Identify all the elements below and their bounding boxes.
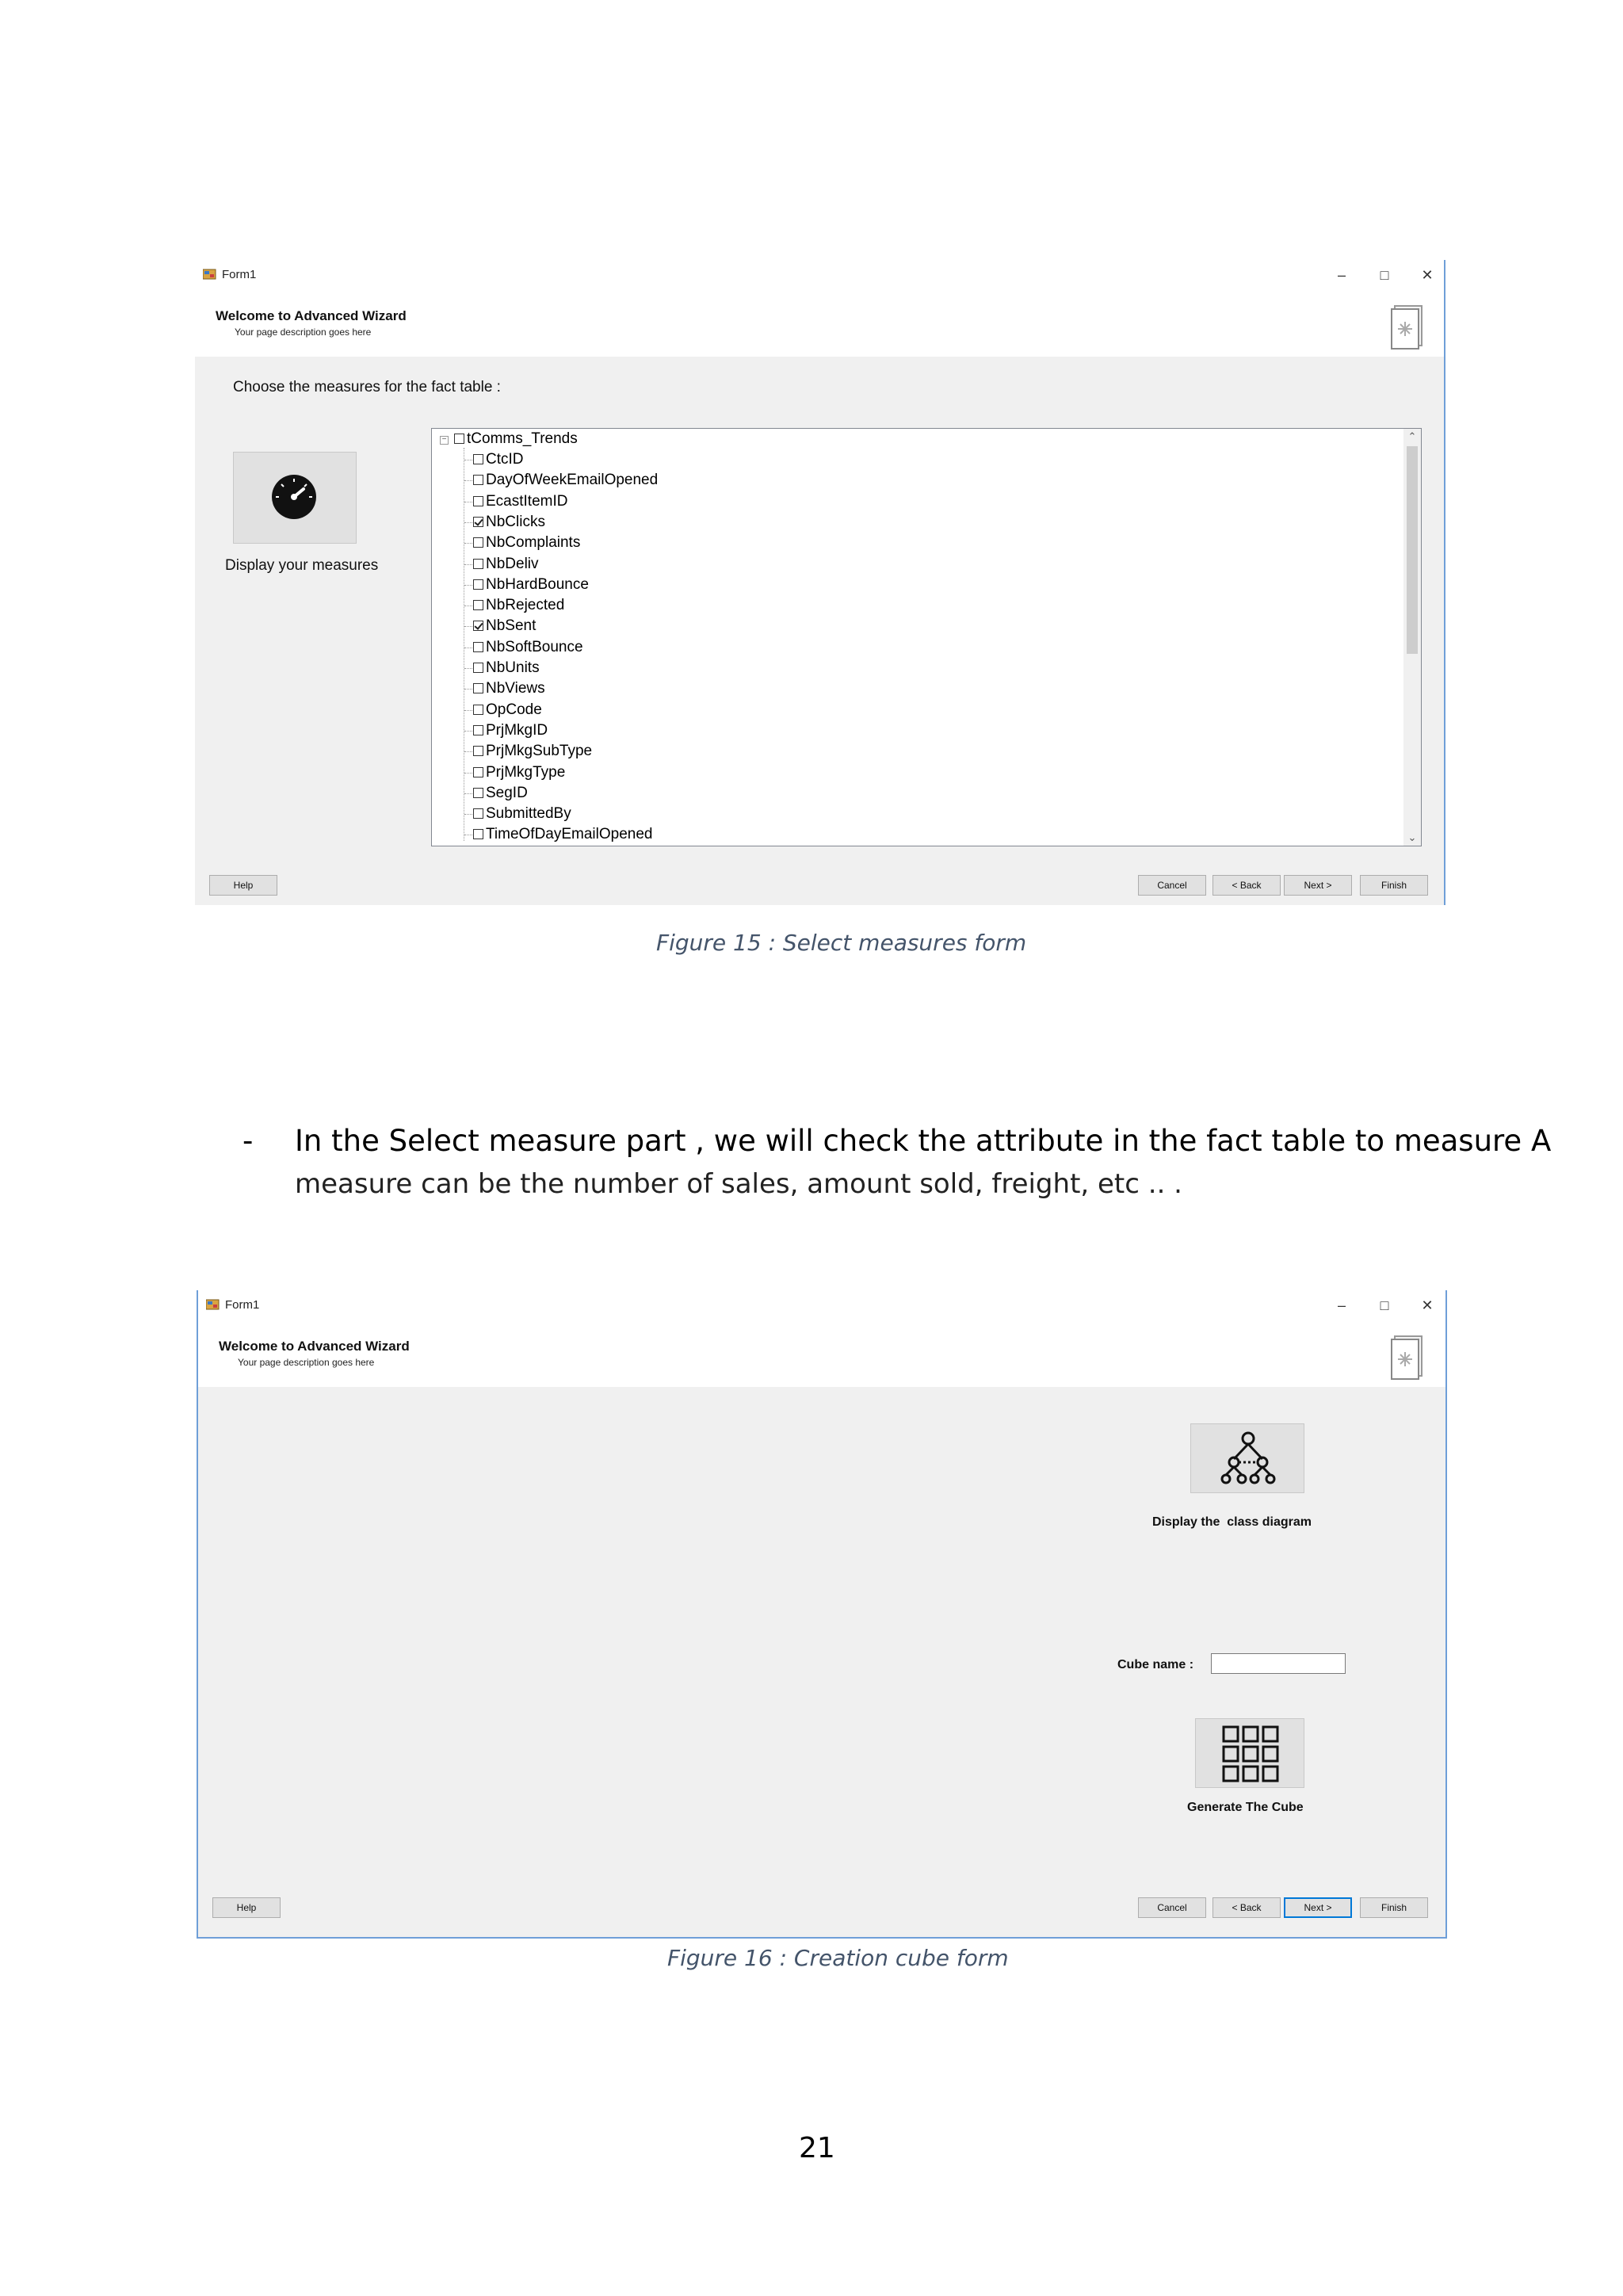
tree-item-checkbox[interactable] bbox=[473, 725, 483, 735]
cube-name-input[interactable] bbox=[1211, 1653, 1346, 1674]
tree-item-label: NbComplaints bbox=[486, 534, 581, 552]
cube-name-label: Cube name : bbox=[1117, 1658, 1194, 1671]
tree-item-checkbox[interactable] bbox=[473, 808, 483, 819]
back-button[interactable]: < Back bbox=[1212, 1897, 1281, 1918]
title-bar bbox=[198, 1290, 1445, 1330]
cancel-button[interactable]: Cancel bbox=[1138, 1897, 1206, 1918]
window-title: Form1 bbox=[222, 268, 257, 281]
help-button[interactable]: Help bbox=[212, 1897, 281, 1918]
measures-tree-view[interactable] bbox=[431, 428, 1422, 846]
tree-item-checkbox[interactable] bbox=[473, 475, 483, 485]
bullet-marker: - bbox=[242, 1124, 254, 1158]
tree-connector bbox=[464, 710, 472, 711]
tree-connector bbox=[464, 564, 472, 565]
wizard-book-icon bbox=[1390, 1335, 1425, 1381]
tree-item-checkbox[interactable] bbox=[473, 746, 483, 756]
header-description: Your page description goes here bbox=[235, 327, 372, 338]
window-title: Form1 bbox=[225, 1298, 260, 1312]
tree-item-label: SegID bbox=[486, 784, 528, 801]
tree-item-checkbox[interactable] bbox=[473, 642, 483, 652]
tree-item-label: NbSent bbox=[486, 617, 537, 635]
tree-connector bbox=[464, 814, 472, 815]
tree-connector bbox=[464, 731, 472, 732]
wizard-header bbox=[195, 300, 1444, 357]
figure-16-caption: Figure 16 : Creation cube form bbox=[667, 1945, 1009, 1971]
tree-item-label: EcastItemID bbox=[486, 492, 568, 510]
tree-item-label: CtcID bbox=[486, 451, 524, 468]
collapse-toggle-icon[interactable]: − bbox=[440, 436, 449, 445]
finish-button[interactable]: Finish bbox=[1360, 875, 1428, 896]
tree-item-checkbox[interactable] bbox=[473, 705, 483, 715]
close-button[interactable]: ✕ bbox=[1421, 1297, 1434, 1313]
title-bar bbox=[195, 260, 1444, 300]
class-diagram-icon bbox=[1216, 1429, 1280, 1488]
form-app-icon bbox=[206, 1298, 220, 1311]
tree-root-checkbox[interactable] bbox=[454, 434, 464, 444]
paragraph-line-1: In the Select measure part , we will check the attribute in the fact table to measure A bbox=[295, 1124, 1552, 1158]
tree-connector bbox=[464, 751, 472, 752]
tree-item-checkbox[interactable] bbox=[473, 663, 483, 673]
header-title: Welcome to Advanced Wizard bbox=[216, 308, 407, 323]
maximize-button[interactable]: □ bbox=[1380, 267, 1389, 283]
minimize-button[interactable]: – bbox=[1337, 1297, 1346, 1313]
tree-connector bbox=[464, 543, 472, 544]
tree-item-label: NbUnits bbox=[486, 659, 540, 676]
tree-item-checkbox[interactable] bbox=[473, 621, 483, 631]
class-diagram-button[interactable] bbox=[1190, 1423, 1304, 1493]
tree-item-checkbox[interactable] bbox=[473, 683, 483, 693]
tree-item-checkbox[interactable] bbox=[473, 454, 483, 464]
tree-item-label: OpCode bbox=[486, 701, 542, 718]
generate-cube-label: Generate The Cube bbox=[1187, 1801, 1304, 1814]
minimize-button[interactable]: – bbox=[1337, 267, 1346, 283]
form-app-icon bbox=[203, 268, 217, 281]
tree-item-label: PrjMkgSubType bbox=[486, 743, 593, 760]
gauge-icon bbox=[270, 473, 318, 521]
tree-item-label: NbViews bbox=[486, 680, 545, 697]
tree-item-label: TimeOfDayEmailOpened bbox=[486, 826, 653, 843]
close-button[interactable]: ✕ bbox=[1421, 267, 1434, 283]
tree-item-checkbox[interactable] bbox=[473, 496, 483, 506]
tree-connector bbox=[464, 480, 472, 481]
page-number: 21 bbox=[799, 2132, 835, 2164]
scroll-down-icon[interactable]: ⌄ bbox=[1407, 831, 1417, 843]
tree-connector bbox=[464, 626, 472, 627]
tree-connector bbox=[464, 793, 472, 794]
back-button[interactable]: < Back bbox=[1212, 875, 1281, 896]
next-button[interactable]: Next > bbox=[1284, 1897, 1352, 1918]
class-diagram-label: Display the class diagram bbox=[1152, 1515, 1312, 1529]
paragraph-line-2: measure can be the number of sales, amount sold, freight, etc .. . bbox=[295, 1168, 1182, 1200]
tree-item-checkbox[interactable] bbox=[473, 600, 483, 610]
tree-item-label: NbDeliv bbox=[486, 555, 539, 572]
tree-item-checkbox[interactable] bbox=[473, 537, 483, 548]
display-measures-button[interactable] bbox=[233, 452, 357, 544]
tree-scrollbar[interactable] bbox=[1403, 429, 1421, 846]
measures-prompt: Choose the measures for the fact table : bbox=[233, 379, 501, 395]
tree-item-checkbox[interactable] bbox=[473, 767, 483, 777]
select-measures-form bbox=[195, 260, 1445, 905]
generate-cube-button[interactable] bbox=[1195, 1718, 1304, 1788]
maximize-button[interactable]: □ bbox=[1380, 1297, 1389, 1313]
scroll-up-icon[interactable]: ⌃ bbox=[1407, 430, 1417, 442]
tree-item-label: NbSoftBounce bbox=[486, 638, 583, 655]
tree-item-checkbox[interactable] bbox=[473, 829, 483, 839]
tree-item-checkbox[interactable] bbox=[473, 579, 483, 590]
next-button[interactable]: Next > bbox=[1284, 875, 1352, 896]
finish-button[interactable]: Finish bbox=[1360, 1897, 1428, 1918]
tree-item-label: NbHardBounce bbox=[486, 575, 589, 593]
tree-connector bbox=[464, 689, 472, 690]
header-title: Welcome to Advanced Wizard bbox=[219, 1339, 410, 1354]
scroll-thumb[interactable] bbox=[1407, 446, 1418, 654]
help-button[interactable]: Help bbox=[209, 875, 277, 896]
creation-cube-form bbox=[197, 1290, 1447, 1939]
tree-connector bbox=[464, 668, 472, 669]
display-measures-label: Display your measures bbox=[225, 557, 379, 574]
tree-item-checkbox[interactable] bbox=[473, 788, 483, 798]
tree-item-label: NbRejected bbox=[486, 597, 565, 614]
wizard-header bbox=[198, 1330, 1445, 1387]
tree-item-label: DayOfWeekEmailOpened bbox=[486, 472, 659, 489]
cube-grid-icon bbox=[1220, 1724, 1281, 1784]
tree-item-checkbox[interactable] bbox=[473, 559, 483, 569]
tree-item-label: SubmittedBy bbox=[486, 805, 571, 823]
tree-item-label: NbClicks bbox=[486, 513, 545, 530]
wizard-book-icon bbox=[1390, 304, 1425, 350]
cancel-button[interactable]: Cancel bbox=[1138, 875, 1206, 896]
tree-connector bbox=[464, 773, 472, 774]
tree-root-label: tComms_Trends bbox=[467, 430, 578, 447]
figure-15-caption: Figure 15 : Select measures form bbox=[656, 930, 1027, 956]
tree-item-label: PrjMkgType bbox=[486, 763, 566, 781]
tree-connector bbox=[464, 522, 472, 523]
tree-connector bbox=[464, 585, 472, 586]
tree-item-label: PrjMkgID bbox=[486, 721, 548, 739]
tree-item-checkbox[interactable] bbox=[473, 517, 483, 527]
header-description: Your page description goes here bbox=[238, 1357, 375, 1368]
